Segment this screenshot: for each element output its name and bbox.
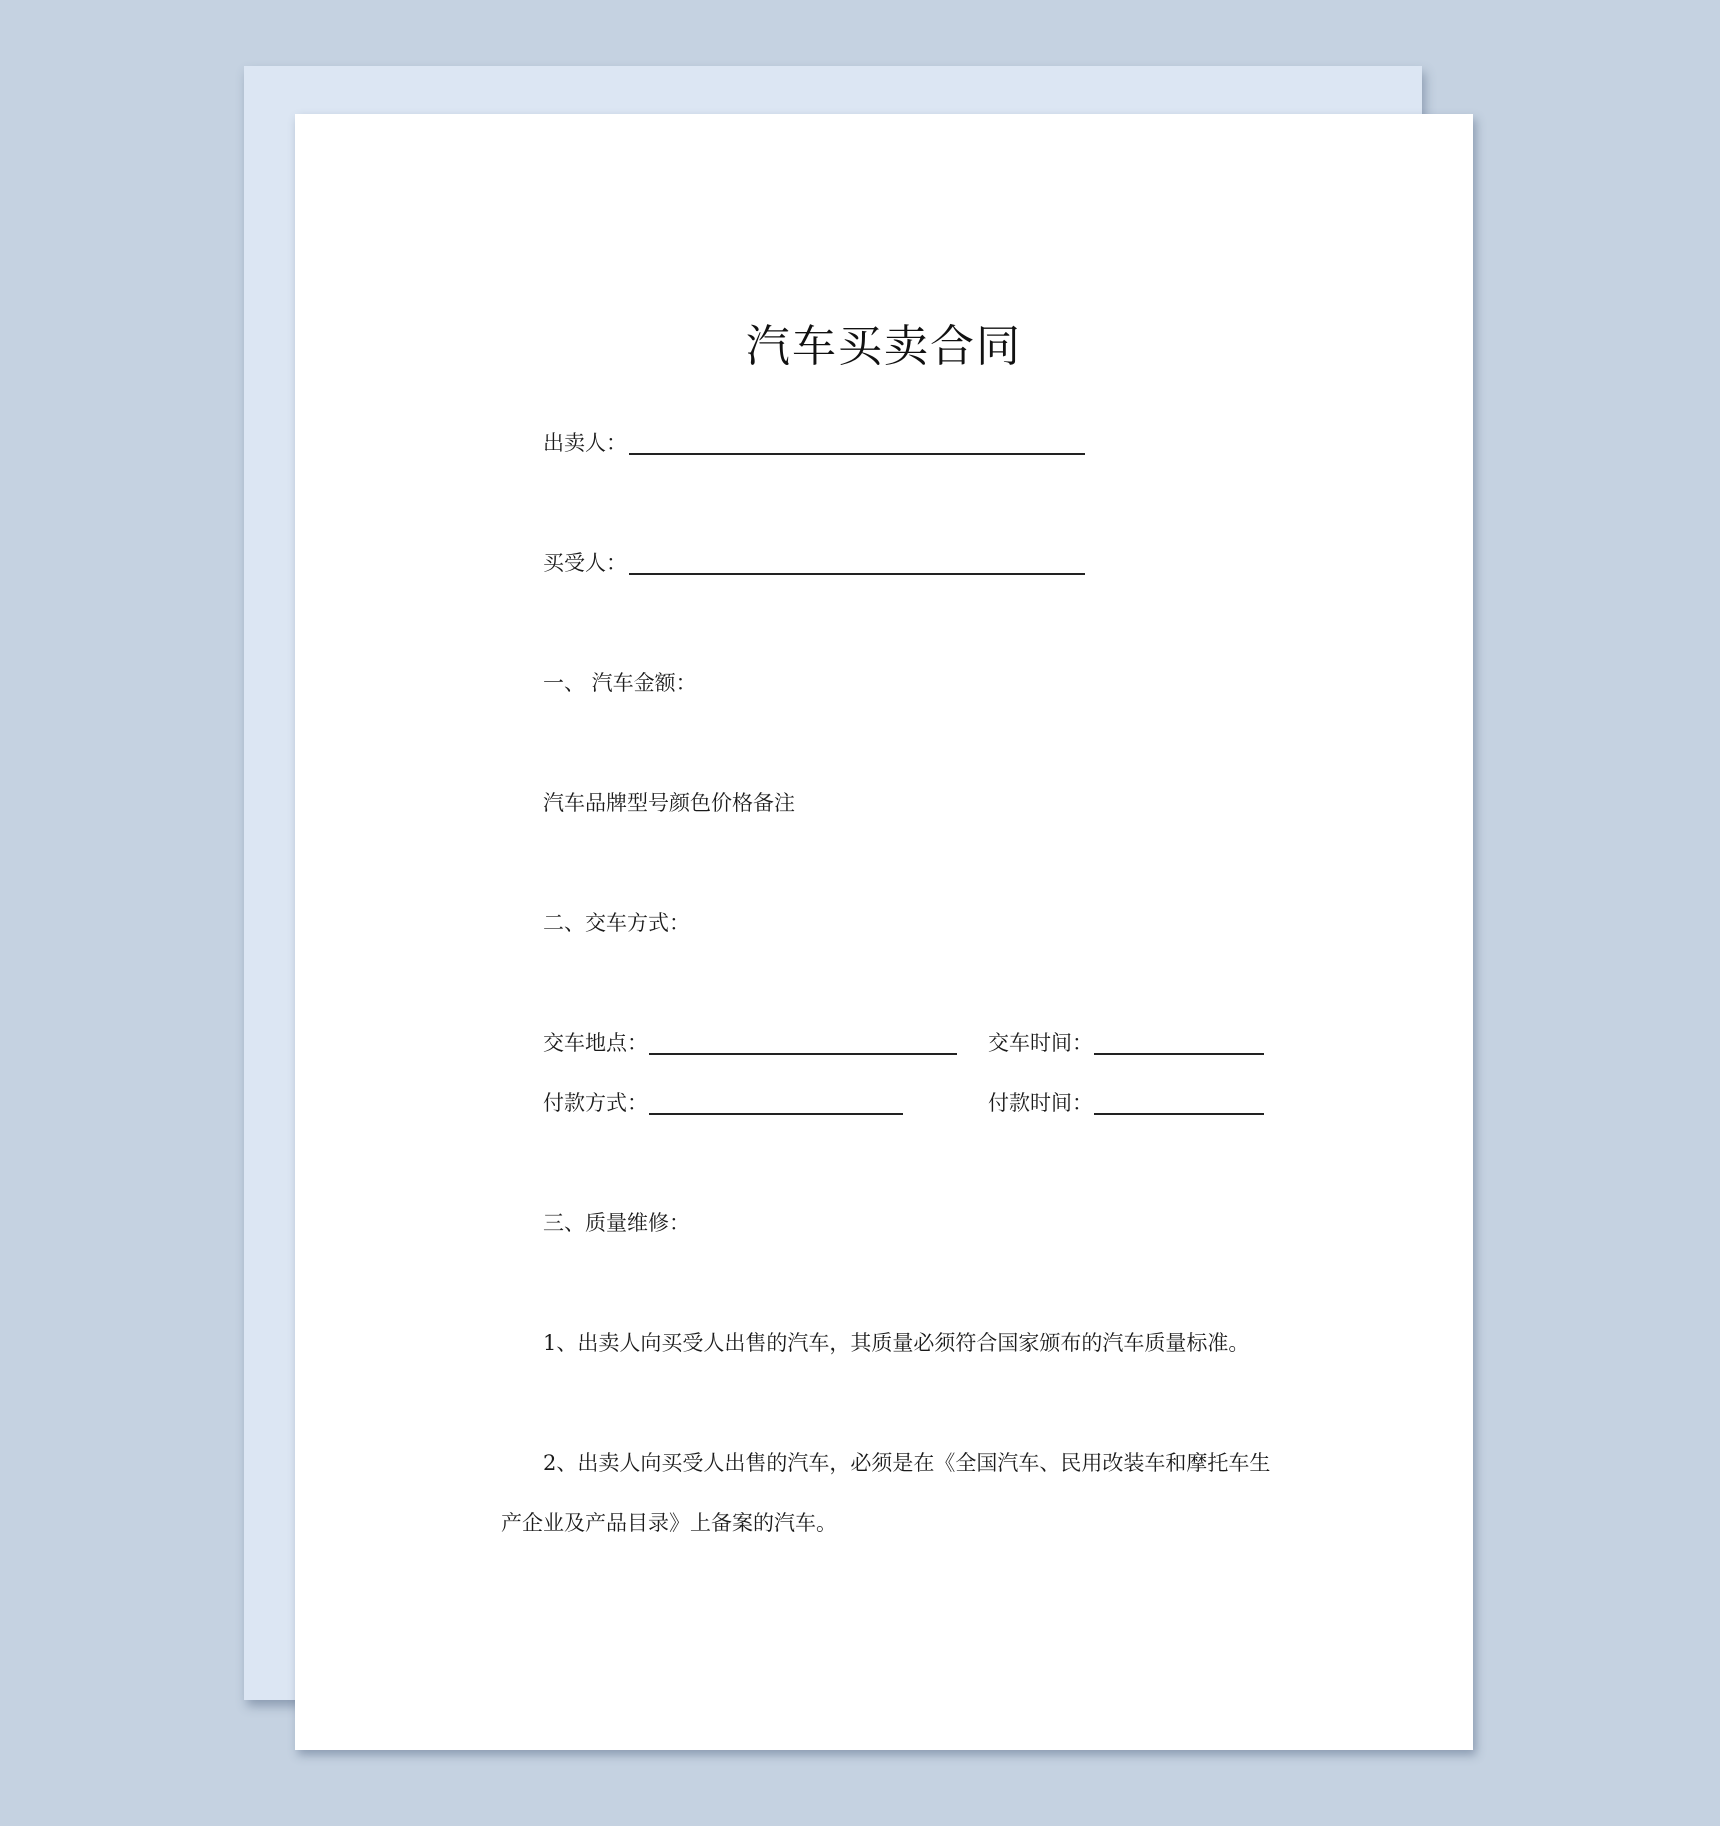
clause-1-text: 1、出卖人向买受人出售的汽车，其质量必须符合国家颁布的汽车质量标准。 [543, 1331, 1250, 1355]
seller-blank-line [629, 453, 1085, 455]
payment-method-blank-line [649, 1113, 903, 1115]
seller-label: 出卖人： [543, 431, 627, 455]
buyer-label: 买受人： [543, 551, 627, 575]
section-3-heading: 三、质量维修： [543, 1211, 690, 1235]
delivery-time-label: 交车时间： [988, 1031, 1093, 1055]
delivery-time-blank-line [1094, 1053, 1264, 1055]
clause-2-text-line-2: 产企业及产品目录》上备案的汽车。 [501, 1511, 837, 1535]
vehicle-columns-text: 汽车品牌型号颜色价格备注 [543, 791, 795, 815]
payment-time-label: 付款时间： [988, 1091, 1093, 1115]
buyer-blank-line [629, 573, 1085, 575]
section-1-heading: 一、 汽车金额： [543, 671, 697, 695]
payment-time-blank-line [1094, 1113, 1264, 1115]
delivery-place-blank-line [649, 1053, 957, 1055]
clause-2-text-line-1: 2、出卖人向买受人出售的汽车，必须是在《全国汽车、民用改装车和摩托车生 [543, 1451, 1271, 1475]
document-title: 汽车买卖合同 [746, 321, 1022, 372]
section-2-heading: 二、交车方式： [543, 911, 690, 935]
contract-page [295, 114, 1473, 1750]
payment-method-label: 付款方式： [543, 1091, 648, 1115]
delivery-place-label: 交车地点： [543, 1031, 648, 1055]
